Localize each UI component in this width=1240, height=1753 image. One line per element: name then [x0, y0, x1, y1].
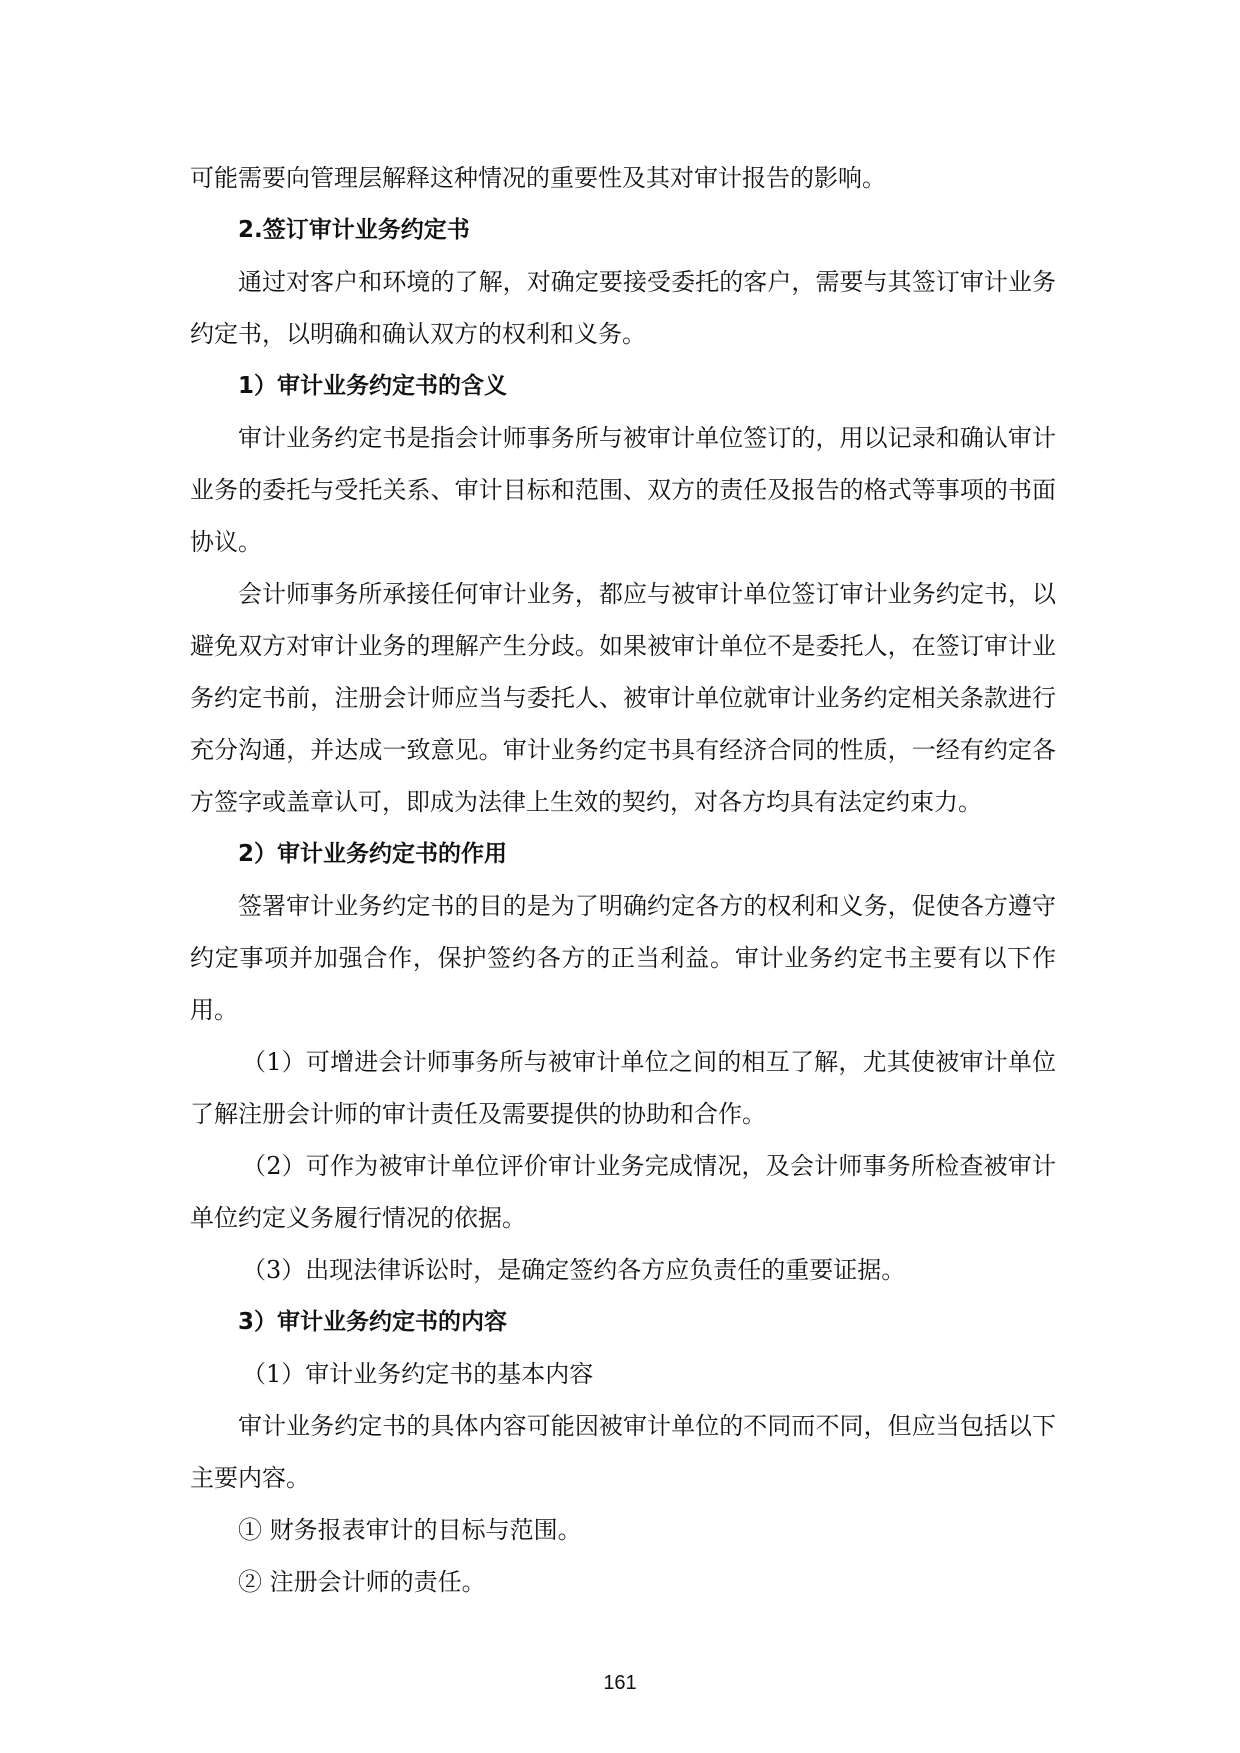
- list-item-basic-content: （1）审计业务约定书的基本内容: [242, 1360, 594, 1388]
- list-item-circled-1: ① 财务报表审计的目标与范围。: [238, 1516, 582, 1544]
- paragraph-definition: 审计业务约定书是指会计师事务所与被审计单位签订的，用以记录和确认审计业务的委托与受托关系、审计目标和范围、双方的责任及报告的格式等事项的书面协议。: [190, 424, 1056, 556]
- paragraph-signing: 会计师事务所承接任何审计业务，都应与被审计单位签订审计业务约定书，以避免双方对审计业务的理解产生分歧。如果被审计单位不是委托人，在签订审计业务约定书前，注册会计师应当与委托人、被审计单位就审计业务约定相关条款进行充分沟通，并达成一致意见。审计业务约定书具有经济合同的性质，一经有约定各方签字或盖章认可，即成为法律上生效的契约，对各方均具有法定约束力。: [190, 580, 1056, 816]
- page-number: 161: [603, 1672, 637, 1694]
- section-heading-2: 2.签订审计业务约定书: [238, 217, 470, 243]
- subheading-content: 3）审计业务约定书的内容: [238, 1309, 508, 1335]
- list-item-function-1: （1）可增进会计师事务所与被审计单位之间的相互了解，尤其使被审计单位了解注册会计师的审计责任及需要提供的协助和合作。: [190, 1048, 1056, 1128]
- subheading-function: 2）审计业务约定书的作用: [238, 841, 508, 867]
- paragraph-content-desc: 审计业务约定书的具体内容可能因被审计单位的不同而不同，但应当包括以下主要内容。: [190, 1412, 1056, 1492]
- subheading-meaning: 1）审计业务约定书的含义: [238, 373, 508, 399]
- list-item-function-3: （3）出现法律诉讼时，是确定签约各方应负责任的重要证据。: [242, 1256, 906, 1284]
- paragraph-purpose: 签署审计业务约定书的目的是为了明确约定各方的权利和义务，促使各方遵守约定事项并加强合作，保护签约各方的正当利益。审计业务约定书主要有以下作用。: [190, 892, 1056, 1024]
- list-item-circled-2: ② 注册会计师的责任。: [238, 1568, 486, 1596]
- page-body: [190, 152, 1056, 1608]
- list-item-function-2: （2）可作为被审计单位评价审计业务完成情况，及会计师事务所检查被审计单位约定义务履行情况的依据。: [190, 1152, 1056, 1232]
- paragraph-intro: 通过对客户和环境的了解，对确定要接受委托的客户，需要与其签订审计业务约定书，以明确和确认双方的权利和义务。: [190, 268, 1056, 348]
- paragraph-continuation: 可能需要向管理层解释这种情况的重要性及其对审计报告的影响。: [190, 164, 886, 192]
